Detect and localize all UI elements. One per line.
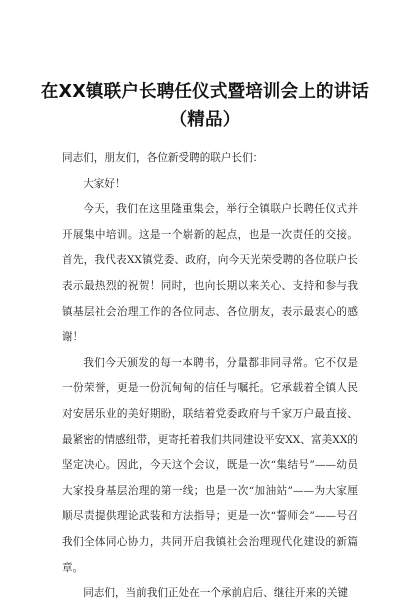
- paragraph-3: 同志们，当前我们正处在一个承前启后、继往开来的关键: [83, 587, 349, 600]
- document-body: [62, 146, 358, 607]
- paragraph-2: 我们今天颁发的每一本聘书，分量都非同寻常。它不仅是一份荣誉，更是一份沉甸甸的信任与嘱托。它承载着全镇人民对安居乐业的美好期盼，联结着党委政府与千家万户最直接、最紧密的情感纽带，更寄托着我们共同建设平安XX、富美XX的坚定决心。因此，今天这个会议，既是一次“集结号”——幼员大家投身基层治理的第一线；也是一次“加油站”——为大家厘顺尽责提供理论武装和方法指导；更是一次“誓师会”——号召我们全体同心协力，共同开启我镇社会治理现代化建设的新篇章。: [62, 356, 358, 574]
- document-title: 在XX镇联户长聘任仪式暨培训会上的讲话（精品）: [40, 82, 370, 130]
- salutation: 同志们，朋友们，各位新受聘的联户长们：: [62, 152, 264, 164]
- paragraph-1: 今天，我们在这里隆重集会，举行全镇联户长聘任仪式并开展集中培训。这是一个崭新的起点，也是一次责任的交接。首先，我代表XX镇党委、政府，向今天光荣受聘的各位联户长表示最热烈的祝贺！同时，也向长期以来关心、支持和参与我镇基层社会治理工作的各位同志、各位朋友，表示最衷心的感谢！: [62, 203, 358, 344]
- greeting: 大家好！: [83, 177, 126, 190]
